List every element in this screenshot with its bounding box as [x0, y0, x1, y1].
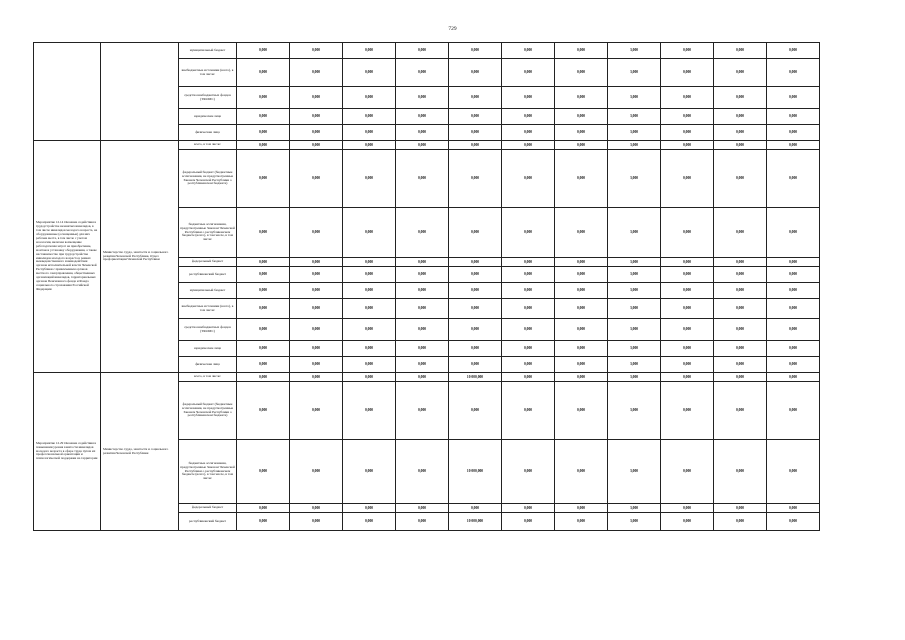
value-cell: 3,000 [608, 109, 661, 125]
value-cell: 0,000 [502, 440, 555, 504]
value-cell: 0,000 [661, 283, 714, 299]
value-cell: 0,000 [290, 141, 343, 150]
value-cell: 0,000 [661, 258, 714, 267]
value-cell: 0,000 [343, 125, 396, 141]
value-cell: 0,000 [396, 267, 449, 283]
value-cell: 0,000 [714, 87, 767, 109]
value-cell: 0,000 [343, 319, 396, 341]
value-cell: 0,000 [767, 267, 820, 283]
value-cell: 0,000 [661, 208, 714, 258]
funding-source: бюджетные ассигнования, предусмотренные Законом Чеченской Республики о республиканском бюджете (всего), в том числе, в том числе: [179, 440, 237, 504]
value-cell: 0,000 [343, 440, 396, 504]
value-cell: 0,000 [502, 319, 555, 341]
value-cell: 0,000 [290, 504, 343, 513]
value-cell: 0,000 [767, 357, 820, 373]
value-cell: 0,000 [290, 59, 343, 87]
value-cell: 0,000 [502, 283, 555, 299]
value-cell: 0,000 [555, 357, 608, 373]
value-cell: 0,000 [555, 109, 608, 125]
value-cell: 0,000 [661, 109, 714, 125]
value-cell: 0,000 [290, 150, 343, 208]
value-cell: 0,000 [396, 341, 449, 357]
value-cell: 0,000 [767, 87, 820, 109]
value-cell: 0,000 [237, 125, 290, 141]
value-cell: 0,000 [343, 43, 396, 59]
budget-table [33, 42, 820, 531]
value-cell: 3,000 [608, 299, 661, 319]
value-cell: 0,000 [714, 341, 767, 357]
value-cell: 0,000 [555, 150, 608, 208]
value-cell: 0,000 [237, 373, 290, 382]
value-cell: 0,000 [343, 504, 396, 513]
value-cell: 0,000 [396, 299, 449, 319]
value-cell: 0,000 [449, 319, 502, 341]
value-cell: 3,000 [608, 283, 661, 299]
value-cell: 0,000 [767, 299, 820, 319]
value-cell: 0,000 [237, 267, 290, 283]
value-cell: 0,000 [661, 357, 714, 373]
value-cell: 0,000 [449, 357, 502, 373]
value-cell: 3,000 [608, 87, 661, 109]
value-cell: 0,000 [714, 43, 767, 59]
value-cell: 0,000 [661, 440, 714, 504]
value-cell: 0,000 [714, 440, 767, 504]
value-cell: 0,000 [343, 109, 396, 125]
table-row [34, 141, 820, 150]
value-cell: 0,000 [237, 59, 290, 87]
value-cell: 0,000 [502, 357, 555, 373]
value-cell: 0,000 [343, 299, 396, 319]
value-cell: 0,000 [396, 125, 449, 141]
funding-source: физические лица [179, 357, 237, 373]
value-cell: 0,000 [555, 258, 608, 267]
value-cell: 0,000 [343, 87, 396, 109]
value-cell: 0,000 [237, 513, 290, 531]
value-cell: 0,000 [661, 141, 714, 150]
value-cell: 0,000 [502, 513, 555, 531]
value-cell: 0,000 [396, 373, 449, 382]
value-cell: 0,000 [555, 208, 608, 258]
value-cell: 0,000 [396, 319, 449, 341]
value-cell: 0,000 [237, 319, 290, 341]
value-cell: 0,000 [555, 125, 608, 141]
funding-source: республиканский бюджет [179, 267, 237, 283]
table-row [34, 373, 820, 382]
value-cell: 0,000 [396, 440, 449, 504]
value-cell: 0,000 [449, 141, 502, 150]
value-cell: 0,000 [449, 43, 502, 59]
value-cell: 3,000 [608, 258, 661, 267]
value-cell: 0,000 [237, 283, 290, 299]
value-cell: 3,000 [608, 208, 661, 258]
value-cell: 0,000 [502, 43, 555, 59]
value-cell: 0,000 [396, 43, 449, 59]
value-cell: 0,000 [343, 141, 396, 150]
value-cell: 3,000 [608, 440, 661, 504]
value-cell: 0,000 [555, 59, 608, 87]
value-cell: 0,000 [661, 267, 714, 283]
value-cell: 0,000 [237, 150, 290, 208]
value-cell: 0,000 [237, 109, 290, 125]
value-cell: 0,000 [502, 258, 555, 267]
funding-source: федеральный бюджет (бюджетные ассигнования, не предусмотренные Законом Чеченской Республики о республиканском бюджете) [179, 382, 237, 440]
value-cell: 0,000 [449, 150, 502, 208]
value-cell: 0,000 [237, 43, 290, 59]
value-cell: 0,000 [343, 382, 396, 440]
value-cell: 0,000 [343, 208, 396, 258]
value-cell: 0,000 [502, 208, 555, 258]
value-cell: 0,000 [449, 382, 502, 440]
value-cell: 0,000 [449, 208, 502, 258]
value-cell: 0,000 [290, 283, 343, 299]
value-cell: 3,000 [608, 373, 661, 382]
value-cell: 0,000 [555, 87, 608, 109]
value-cell: 0,000 [449, 258, 502, 267]
value-cell: 0,000 [714, 208, 767, 258]
value-cell: 0,000 [396, 513, 449, 531]
value-cell: 0,000 [290, 319, 343, 341]
value-cell: 0,000 [767, 382, 820, 440]
value-cell: 0,000 [767, 373, 820, 382]
value-cell: 0,000 [237, 382, 290, 440]
value-cell: 0,000 [555, 382, 608, 440]
value-cell: 0,000 [502, 299, 555, 319]
value-cell: 3,000 [608, 319, 661, 341]
value-cell: 0,000 [343, 150, 396, 208]
value-cell: 0,000 [343, 283, 396, 299]
value-cell: 0,000 [290, 125, 343, 141]
value-cell: 0,000 [714, 373, 767, 382]
funding-source: внебюджетные источники (всего), в том числе: [179, 299, 237, 319]
value-cell: 0,000 [555, 283, 608, 299]
value-cell: 0,000 [661, 299, 714, 319]
value-cell: 0,000 [714, 267, 767, 283]
value-cell: 0,000 [555, 267, 608, 283]
value-cell: 0,000 [343, 373, 396, 382]
value-cell: 0,000 [237, 87, 290, 109]
funding-source: физические лица [179, 125, 237, 141]
value-cell: 0,000 [343, 357, 396, 373]
value-cell: 3,000 [608, 382, 661, 440]
value-cell: 0,000 [396, 208, 449, 258]
value-cell: 0,000 [555, 373, 608, 382]
value-cell: 0,000 [555, 43, 608, 59]
value-cell: 0,000 [767, 208, 820, 258]
value-cell: 0,000 [502, 109, 555, 125]
value-cell: 0,000 [449, 341, 502, 357]
value-cell: 0,000 [449, 109, 502, 125]
value-cell: 0,000 [449, 267, 502, 283]
value-cell: 0,000 [502, 59, 555, 87]
value-cell: 3,000 [608, 59, 661, 87]
value-cell: 0,000 [290, 382, 343, 440]
value-cell: 0,000 [343, 59, 396, 87]
value-cell: 3,000 [608, 513, 661, 531]
value-cell: 0,000 [661, 513, 714, 531]
value-cell: 0,000 [767, 258, 820, 267]
value-cell: 0,000 [290, 341, 343, 357]
value-cell: 0,000 [290, 87, 343, 109]
value-cell: 0,000 [449, 504, 502, 513]
value-cell: 3,000 [608, 141, 661, 150]
value-cell: 0,000 [555, 341, 608, 357]
funding-source: внебюджетные источники (всего), в том числе: [179, 59, 237, 87]
value-cell: 0,000 [661, 373, 714, 382]
value-cell: 0,000 [502, 87, 555, 109]
value-cell: 0,000 [714, 357, 767, 373]
funding-source: бюджетные ассигнования, предусмотренные Законом Чеченской Республики о республиканском бюджете (всего), в том числе, в том числе: [179, 208, 237, 258]
funding-source: всего, в том числе: [179, 141, 237, 150]
value-cell: 3,000 [608, 150, 661, 208]
responsible-executor: Министерство труда, занятости и социального развития Чеченской Республики [101, 373, 179, 531]
funding-source: всего, в том числе: [179, 373, 237, 382]
value-cell: 0,000 [661, 382, 714, 440]
funding-source: юридические лица [179, 341, 237, 357]
value-cell: 0,000 [237, 208, 290, 258]
value-cell: 0,000 [714, 299, 767, 319]
value-cell: 0,000 [290, 267, 343, 283]
value-cell: 0,000 [767, 109, 820, 125]
value-cell: 0,000 [290, 258, 343, 267]
value-cell: 0,000 [396, 109, 449, 125]
value-cell: 0,000 [714, 109, 767, 125]
value-cell: 0,000 [767, 341, 820, 357]
value-cell: 0,000 [343, 258, 396, 267]
value-cell: 0,000 [714, 504, 767, 513]
value-cell: 0,000 [661, 319, 714, 341]
value-cell: 0,000 [396, 141, 449, 150]
value-cell: 0,000 [449, 283, 502, 299]
value-cell: 0,000 [714, 59, 767, 87]
value-cell: 0,000 [661, 150, 714, 208]
value-cell: 0,000 [502, 150, 555, 208]
value-cell: 0,000 [396, 357, 449, 373]
value-cell: 0,000 [767, 125, 820, 141]
value-cell: 0,000 [555, 440, 608, 504]
value-cell: 0,000 [237, 341, 290, 357]
value-cell: 0,000 [555, 513, 608, 531]
value-cell: 0,000 [449, 59, 502, 87]
value-cell: 0,000 [396, 258, 449, 267]
value-cell: 0,000 [714, 258, 767, 267]
value-cell: 10 000,000 [449, 513, 502, 531]
value-cell: 0,000 [396, 283, 449, 299]
funding-source: республиканский бюджет [179, 513, 237, 531]
value-cell: 0,000 [661, 43, 714, 59]
value-cell: 0,000 [714, 150, 767, 208]
funding-source: средства внебюджетных фондов (ТФОМС) [179, 319, 237, 341]
value-cell: 0,000 [767, 440, 820, 504]
value-cell: 0,000 [555, 319, 608, 341]
value-cell: 0,000 [502, 141, 555, 150]
funding-source: муниципальный бюджет [179, 283, 237, 299]
value-cell: 0,000 [502, 373, 555, 382]
value-cell: 0,000 [502, 504, 555, 513]
value-cell: 3,000 [608, 341, 661, 357]
funding-source: юридические лица [179, 109, 237, 125]
table-row [34, 43, 820, 59]
value-cell: 0,000 [290, 43, 343, 59]
value-cell: 0,000 [767, 141, 820, 150]
value-cell: 0,000 [661, 87, 714, 109]
value-cell: 0,000 [502, 341, 555, 357]
value-cell: 0,000 [290, 208, 343, 258]
value-cell: 0,000 [449, 87, 502, 109]
value-cell: 0,000 [555, 141, 608, 150]
funding-source: федеральный бюджет (бюджетные ассигнования, не предусмотренные Законом Чеченской Республики о республиканском бюджете) [179, 150, 237, 208]
value-cell: 3,000 [608, 504, 661, 513]
value-cell: 0,000 [290, 373, 343, 382]
value-cell: 3,000 [608, 125, 661, 141]
value-cell: 0,000 [449, 125, 502, 141]
value-cell: 0,000 [290, 440, 343, 504]
value-cell: 0,000 [714, 382, 767, 440]
value-cell: 0,000 [290, 357, 343, 373]
value-cell: 0,000 [237, 357, 290, 373]
value-cell: 0,000 [290, 299, 343, 319]
value-cell: 0,000 [396, 382, 449, 440]
value-cell: 0,000 [767, 43, 820, 59]
funding-source: средства внебюджетных фондов (ТФОМС) [179, 87, 237, 109]
value-cell: 0,000 [767, 319, 820, 341]
value-cell: 0,000 [767, 59, 820, 87]
value-cell: 0,000 [237, 258, 290, 267]
value-cell: 0,000 [396, 87, 449, 109]
value-cell: 0,000 [661, 504, 714, 513]
value-cell: 3,000 [608, 357, 661, 373]
value-cell: 0,000 [237, 504, 290, 513]
value-cell: 0,000 [343, 513, 396, 531]
activity-description [34, 43, 101, 141]
value-cell: 0,000 [502, 382, 555, 440]
value-cell: 0,000 [237, 299, 290, 319]
value-cell: 0,000 [661, 59, 714, 87]
value-cell: 0,000 [714, 283, 767, 299]
responsible-executor: Министерство труда, занятости и социального развития Чеченской Республики, Отдел профориентации Чеченской Республики [101, 141, 179, 373]
value-cell: 0,000 [237, 440, 290, 504]
value-cell: 0,000 [502, 125, 555, 141]
funding-source: муниципальный бюджет [179, 43, 237, 59]
value-cell: 3,000 [608, 267, 661, 283]
value-cell: 0,000 [714, 319, 767, 341]
value-cell: 0,000 [555, 504, 608, 513]
value-cell: 0,000 [343, 341, 396, 357]
value-cell: 0,000 [767, 513, 820, 531]
value-cell: 0,000 [661, 125, 714, 141]
page-number: 729 [448, 26, 457, 32]
value-cell: 0,000 [502, 267, 555, 283]
value-cell: 0,000 [449, 299, 502, 319]
value-cell: 0,000 [396, 150, 449, 208]
value-cell: 0,000 [767, 150, 820, 208]
value-cell: 0,000 [290, 513, 343, 531]
activity-description: Мероприятие 12.14 Оказание содействия в трудоустройстве незанятых инвалидов, в том числе инвалидов молодого возраста, на оборудованные (оснащенные) для них рабочие места, в том числе с учетом нозологии, включая возмещение работодателям затрат на приобретение, монтаж и установку оборудования, а также наставничество при трудоустройстве инвалидов молодого возраста в рамках межведомственного взаимодействия органов исполнительной власти Чеченской Республики с привлечением органов местного самоуправления, общественных организаций инвалидов, территориальных органов Пенсионного фонда и Фонда социального страхования Российской Федерации [34, 141, 101, 373]
responsible-executor [101, 43, 179, 141]
value-cell: 0,000 [767, 504, 820, 513]
funding-source: федеральный бюджет [179, 258, 237, 267]
value-cell: 10 000,000 [449, 373, 502, 382]
value-cell: 0,000 [237, 141, 290, 150]
value-cell: 0,000 [714, 513, 767, 531]
value-cell: 0,000 [661, 341, 714, 357]
funding-source: федеральный бюджет [179, 504, 237, 513]
value-cell: 0,000 [396, 59, 449, 87]
activity-description: Мероприятие 12.29 Оказание содействия в повышении уровня занятости инвалидов молодого возраста в сфере труда путем их профессиональной ориентации и психологической поддержки на территории [34, 373, 101, 531]
value-cell: 10 000,000 [449, 440, 502, 504]
value-cell: 0,000 [714, 125, 767, 141]
value-cell: 0,000 [714, 141, 767, 150]
value-cell: 0,000 [555, 299, 608, 319]
value-cell: 0,000 [396, 504, 449, 513]
value-cell: 0,000 [767, 283, 820, 299]
value-cell: 0,000 [290, 109, 343, 125]
value-cell: 0,000 [343, 267, 396, 283]
value-cell: 3,000 [608, 43, 661, 59]
